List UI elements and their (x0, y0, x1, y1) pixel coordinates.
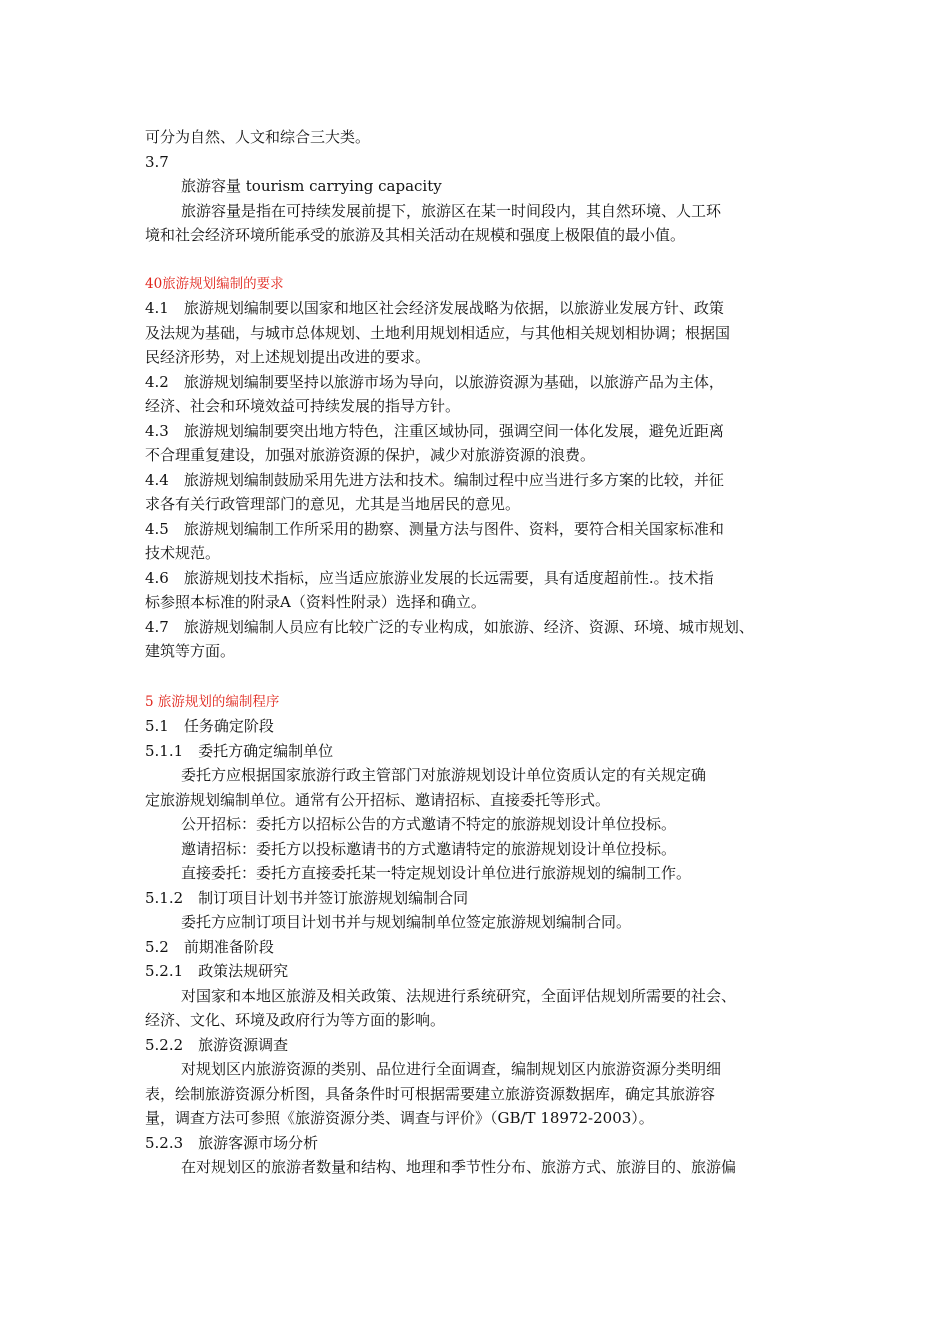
subsection-title: 5.2 前期准备阶段 (145, 937, 274, 956)
text-line: 4.3 旅游规划编制要突出地方特色，注重区域协同，强调空间一体化发展，避免近距离 (145, 421, 724, 440)
text-line: 定旅游规划编制单位。通常有公开招标、邀请招标、直接委托等形式。 (145, 790, 611, 809)
text-line: 量，调查方法可参照《旅游资源分类、调查与评价》（GB/T 18972-2003）。 (145, 1109, 654, 1127)
text-line: 委托方应根据国家旅游行政主管部门对旅游规划设计单位资质认定的有关规定确 (181, 766, 707, 784)
text-line: 4.2 旅游规划编制要坚持以旅游市场为导向，以旅游资源为基础，以旅游产品为主体， (145, 372, 724, 391)
text-line: 4.4 旅游规划编制鼓励采用先进方法和技术。编制过程中应当进行多方案的比较，并征 (145, 470, 724, 489)
subsection-title: 5.1 任务确定阶段 (145, 717, 274, 735)
subsection-title: 5.1.2 制订项目计划书并签订旅游规划编制合同 (145, 888, 469, 907)
text-line: 民经济形势，对上述规划提出改进的要求。 (145, 348, 431, 366)
text-line: 4.5 旅游规划编制工作所采用的勘察、测量方法与图件、资料，要符合相关国家标准和 (145, 519, 724, 538)
text-line: 委托方应制订项目计划书并与规划编制单位签定旅游规划编制合同。 (181, 913, 632, 931)
text-line: 邀请招标：委托方以投标邀请书的方式邀请特定的旅游规划设计单位投标。 (181, 839, 677, 858)
section-heading-4: 40旅游规划编制的要求 (145, 275, 284, 292)
section-heading-5: 5 旅游规划的编制程序 (145, 693, 280, 710)
subsection-title: 5.2.3 旅游客源市场分析 (145, 1133, 319, 1152)
text-line: 4.1 旅游规划编制要以国家和地区社会经济发展战略为依据，以旅游业发展方针、政策 (145, 299, 724, 317)
text-line: 标参照本标准的附录A（资料性附录）选择和确立。 (145, 593, 486, 611)
text-line: 经济、文化、环境及政府行为等方面的影响。 (145, 1011, 446, 1029)
text-line: 表，绘制旅游资源分析图，具备条件时可根据需要建立旅游资源数据库，确定其旅游容 (145, 1084, 716, 1103)
subsection-title: 5.2.2 旅游资源调查 (145, 1035, 289, 1054)
text-line: 建筑等方面。 (145, 642, 236, 660)
text-line: 旅游容量是指在可持续发展前提下，旅游区在某一时间段内，其自然环境、人工环 (181, 201, 722, 220)
document-body (145, 125, 825, 1180)
text-line: 公开招标：委托方以招标公告的方式邀请不特定的旅游规划设计单位投标。 (181, 815, 677, 833)
subsection-title: 5.1.1 委托方确定编制单位 (145, 741, 334, 760)
text-line: 在对规划区的旅游者数量和结构、地理和季节性分布、旅游方式、旅游目的、旅游偏 (181, 1158, 737, 1176)
text-line: 对国家和本地区旅游及相关政策、法规进行系统研究，全面评估规划所需要的社会、 (181, 986, 737, 1005)
text-line: 可分为自然、人文和综合三大类。 (145, 128, 371, 146)
subsection-title: 5.2.1 政策法规研究 (145, 962, 289, 980)
text-line: 4.7 旅游规划编制人员应有比较广泛的专业构成，如旅游、经济、资源、环境、城市规划、 (145, 617, 754, 636)
text-line: 不合理重复建设，加强对旅游资源的保护，减少对旅游资源的浪费。 (145, 446, 596, 464)
section-number: 3.7 (145, 152, 169, 171)
text-line: 对规划区内旅游资源的类别、品位进行全面调查，编制规划区内旅游资源分类明细 (181, 1060, 722, 1078)
text-line: 及法规为基础，与城市总体规划、土地利用规划相适应，与其他相关规划相协调；根据国 (145, 323, 731, 342)
text-line: 技术规范。 (145, 544, 221, 562)
text-line: 经济、社会和环境效益可持续发展的指导方针。 (145, 397, 461, 415)
text-line: 直接委托：委托方直接委托某一特定规划设计单位进行旅游规划的编制工作。 (181, 864, 692, 882)
text-line: 求各有关行政管理部门的意见，尤其是当地居民的意见。 (145, 495, 521, 513)
text-line: 4.6 旅游规划技术指标，应当适应旅游业发展的长远需要，具有适度超前性.。技术指 (145, 568, 714, 587)
term-title: 旅游容量 tourism carrying capacity (181, 177, 442, 195)
text-line: 境和社会经济环境所能承受的旅游及其相关活动在规模和强度上极限值的最小值。 (145, 226, 686, 244)
